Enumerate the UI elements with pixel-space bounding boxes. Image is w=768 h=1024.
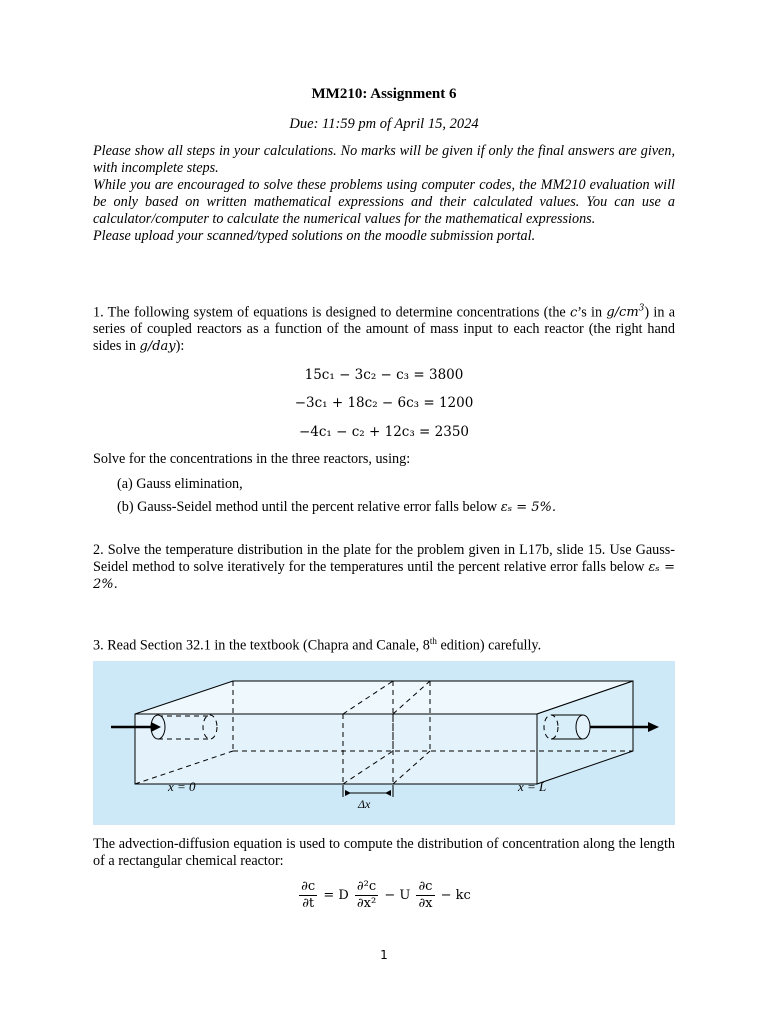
advection-diffusion-text: The advection-diffusion equation is used to compute the distribution of concentration along the length of a rectangular chemical reactor: [93,836,675,869]
question-3-text: 3. Read Section 32.1 in the textbook (Chapra and Canale, 8th edition) carefully. [93,636,542,654]
reactor-front-face [135,714,537,784]
q1-text-d: ): [175,338,185,355]
equation-3: −4c₁ − c₂ + 12c₃ = 2350 [298,424,470,440]
q1-c-symbol: c [570,305,578,321]
instruction-1: Please show all steps in your calculations. No marks will be given if only the final answers are given, with incomplete steps. [93,143,675,176]
due-date: Due: 11:59 pm of April 15, 2024 [289,116,479,132]
frac-dc-dt: $\frac{\partial c}{\partial t}$ [301,879,316,911]
reactor-figure [93,661,675,825]
question-1-text [93,301,675,355]
q1-item-b: (b) Gauss-Seidel method until the percent relative error falls below εₛ = 5%. [117,499,557,515]
q1-unit-rate: g/day [139,339,176,355]
q1-unit-concentration: $g/cm^3$ [606,304,645,321]
frac-dc-dx: $\frac{\partial c}{\partial x}$ [418,879,433,911]
q1-solve-text: Solve for the concentrations in the three reactors, using: [93,451,411,467]
page-number: 1 [380,948,388,962]
q1-subparts [117,473,556,519]
q1-text-b: ’s in [577,304,603,321]
q1-item-a: (a) Gauss elimination, [117,476,243,492]
equation-2: −3c₁ + 18c₂ − 6c₃ = 1200 [294,395,474,411]
q1-text-c: ) in a series of coupled reactors as a function of the amount of mass input to each reactor (the right hand sides in [93,304,676,355]
advection-diffusion-equation: $\frac{\partial c}{\partial t}$ = D $\frac{\text{∂²c}}{\text{∂x²}}$ − U $\frac{\partial c}{\partial x}$ − kc [301,879,471,911]
instruction-2: While you are encouraged to solve these problems using computer codes, the MM210 evaluation will be only based on written mathematical expressions and their calculated values. You can use a calculator/computer to calculate the numerical values for the mathematical expressions. [93,177,675,227]
instructions [93,143,675,245]
frac-d2c-dx2: $\frac{\text{∂²c}}{\text{∂x²}}$ [356,879,377,911]
equation-1: 15c₁ − 3c₂ − c₃ = 3800 [304,367,464,383]
q2-epsilon: εₛ = 2%. [93,560,675,592]
q1-text-a: 1. The following system of equations is designed to determine concentrations (the [93,304,566,321]
question-2-text [93,542,675,593]
label-x-zero: x = 0 [168,779,196,794]
q1-epsilon: εₛ = 5%. [500,500,557,515]
label-x-L: x = L [518,779,547,794]
q2-text: 2. Solve the temperature distribution in the plate for the problem given in L17b, slide 15. Use Gauss-Seidel method to solve iteratively for the temperatures until the percent relative error falls below [93,542,675,575]
reactor-diagram [93,661,675,825]
instruction-3: Please upload your scanned/typed solutions on the moodle submission portal. [93,228,536,244]
label-delta-x: Δx [358,797,371,811]
outlet-arrow-head [648,722,659,732]
assignment-title: MM210: Assignment 6 [311,86,457,102]
